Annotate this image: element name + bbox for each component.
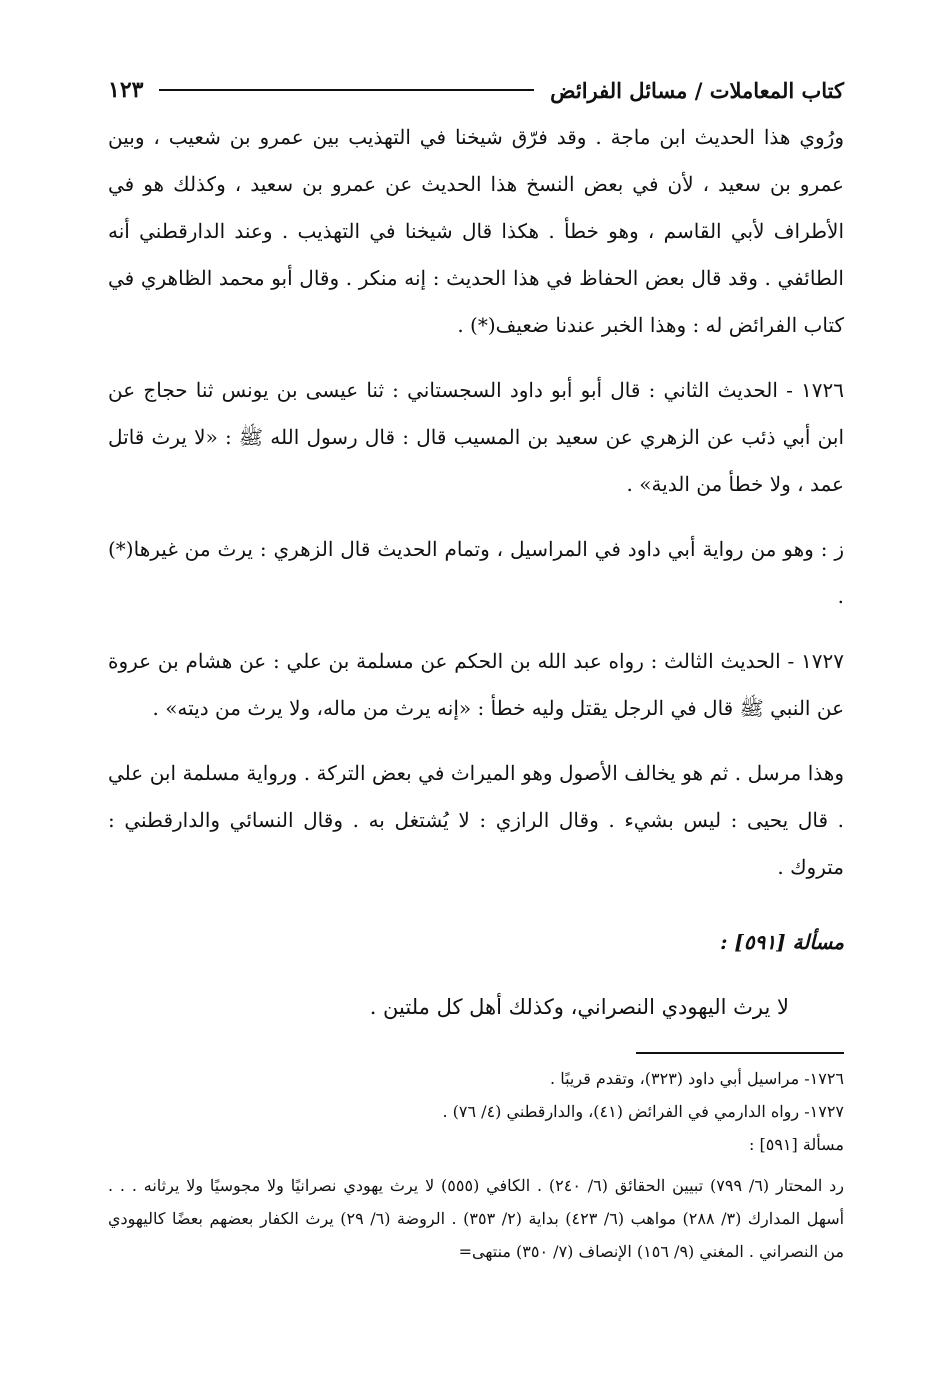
footnotes (108, 1062, 844, 1268)
footnote-1726: ١٧٢٦- مراسيل أبي داود (٣٢٣)، وتقدم قريبًا . (550, 1069, 844, 1088)
header-rule (159, 89, 534, 91)
hadith-1727: ١٧٢٧ - الحديث الثالث : رواه عبد الله بن الحكم عن مسلمة بن علي : عن هشام بن عروة عن النبي ﷺ قال في الرجل يقتل وليه خطأ : «إنه يرث من ماله، ولا يرث من ديته» . (108, 649, 844, 720)
footnote-masala-heading: مسألة [٥٩١] : (749, 1135, 844, 1154)
page-number: ١٢٣ (108, 77, 144, 103)
footnote-masala-sources: رد المحتار (٦/ ٧٩٩) تبيين الحقائق (٦/ ٢٤٠) . الكافي (٥٥٥) لا يرث يهودي نصرانيًا ولا مجوسيًا ولا يرثانه . . . أسهل المدارك (٣/ ٢٨٨) مواهب (٦/ ٤٢٣) بداية (٢/ ٣٥٣) . الروضة (٦/ ٢٩) يرث الكفار بعضهم بعضًا كاليهودي من النصراني . المغني (٩/ ١٥٦) الإنصاف (٧/ ٣٥٠) منتهى= (108, 1176, 845, 1261)
masala-heading: مسألة [٥٩١] : (720, 930, 844, 954)
footnote-1727: ١٧٢٧- رواه الدارمي في الفرائض (٤١)، والدارقطني (٤/ ٧٦) . (442, 1102, 844, 1121)
paragraph-commentary: وهذا مرسل . ثم هو يخالف الأصول وهو الميراث في بعض التركة . ورواية مسلمة ابن علي . قال يحيى : ليس بشيء . وقال الرازي : لا يُشتغل به . وقال النسائي والدارقطني : متروك . (108, 761, 844, 879)
header-title: كتاب المعاملات / مسائل الفرائض (550, 77, 844, 103)
hadith-1726: ١٧٢٦ - الحديث الثاني : قال أبو أبو داود السجستاني : ثنا عيسى بن يونس ثنا حجاج عن ابن أبي ذئب عن الزهري عن سعيد بن المسيب قال : قال رسول الله ﷺ : «لا يرث قاتل عمد ، ولا خطأ من الدية» . (108, 378, 844, 496)
masala-text: لا يرث اليهودي النصراني، وكذلك أهل كل ملتين . (369, 995, 789, 1019)
paragraph-intro: ورُوي هذا الحديث ابن ماجة . وقد فرّق شيخنا في التهذيب بين عمرو بن شعيب ، وبين عمرو بن سعيد ، لأن في بعض النسخ هذا الحديث عن عمرو بن سعيد ، وكذلك هو في الأطراف لأبي القاسم ، وهو خطأ . هكذا قال شيخنا في التهذيب . وعند الدارقطني أنه الطائفي . وقد قال بعض الحفاظ في هذا الحديث : إنه منكر . وقال أبو محمد الظاهري في كتاب الفرائض له : وهذا الخبر عندنا ضعيف(*) . (108, 125, 844, 337)
footnote-divider (636, 1052, 844, 1054)
zayd-note: ز : وهو من رواية أبي داود في المراسيل ، وتمام الحديث قال الزهري : يرث من غيرها(*) . (108, 537, 844, 608)
main-text (108, 114, 844, 891)
running-header (108, 70, 844, 110)
